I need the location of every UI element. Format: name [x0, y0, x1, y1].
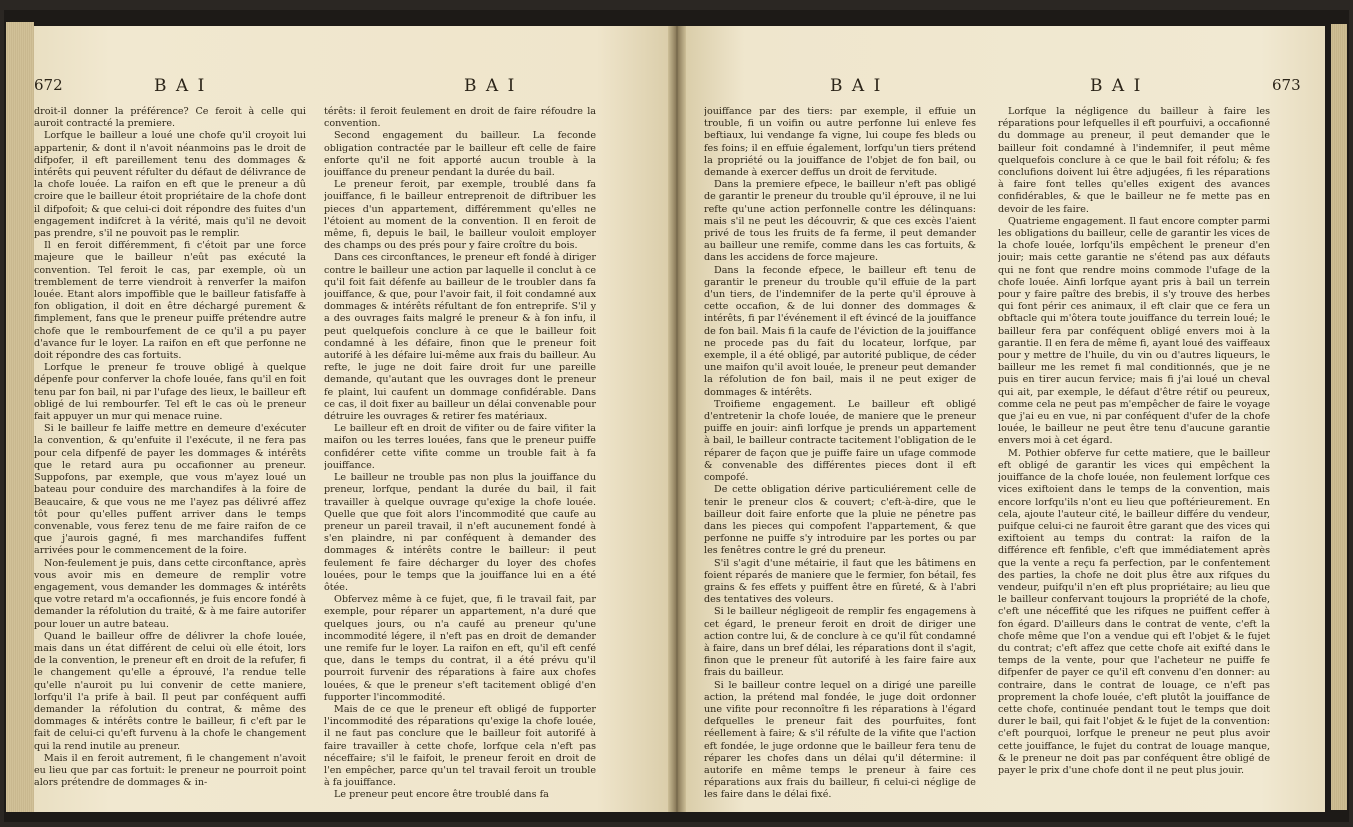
- paragraph: térêts: il feroit feulement en droit de faire réfoudre la convention.: [324, 106, 596, 130]
- paragraph: Quatrieme engagement. Il faut encore compter parmi les obligations du bailleur, celle de garantir les vices de la chofe louée, lorfqu'ils empêchent le preneur d'en jouir; mais cette garantie ne s'étend pas aux défauts qui ne font que rendre moins commode l'ufage de la chofe louée. Ainfi lorfque ayant pris à bail un terrein pour y faire paître des brebis, il s'y trouve des herbes qui font périr ces animaux, il eft clair que ce fera un obftacle qui m'ôtera toute jouiffance du terrein loué; le bailleur fera par conféquent obligé envers moi à la garantie. Il en fera de même fi, ayant loué des vaiffeaux pour y mettre de l'huile, du vin ou d'autres liqueurs, le bailleur me les remet fi mal conditionnés, que je ne puis en tirer aucun fervice; mais fi j'ai loué un cheval qui ait, par exemple, le défaut d'être rétif ou peureux, comme cela ne peut pas m'empêcher de faire le voyage que j'ai eu en vue, ni par conféquent d'ufer de la chofe louée, le bailleur ne peut être tenu d'aucune garantie envers moi à cet égard.: [998, 215, 1270, 447]
- running-head-right-col1: B A I: [830, 76, 883, 96]
- page-edges-right: [1331, 24, 1347, 810]
- book-gutter: [668, 26, 686, 812]
- paragraph: Si le bailleur fe laiffe mettre en demeure d'exécuter la convention, & qu'enfuite il l'exécute, il ne fera pas pour cela difpenfé de payer les dommages & intérêts que le retard aura pu occafionner au preneur. Suppofons, par exemple, que vous m'ayez loué un bateau pour conduire des marchandifes à la foire de Beaucaire, & que vous ne me l'ayez pas délivré affez tôt pour qu'elles puffent arriver dans le temps convenable, vous ferez tenu de me faire raifon de ce que j'aurois gagné, fi mes marchandifes fuffent arrivées pour le commencement de la foire.: [34, 423, 306, 557]
- right-page-column-2: [998, 106, 1270, 801]
- paragraph: Dans ces circonftances, le preneur eft fondé à diriger contre le bailleur une action par laquelle il conclut à ce qu'il foit fait défenfe au bailleur de le troubler dans fa jouiffance, & que, pour l'avoir fait, il foit condamné aux dommages & intérêts réfultant de fon entreprife. S'il y a des ouvrages faits malgré le preneur & à fon infu, il peut quelquefois conclure à ce que le bailleur foit condamné à les défaire, finon que le preneur foit autorifé à les défaire lui-même aux frais du bailleur. Au refte, le juge ne doit faire droit fur une pareille demande, qu'autant que les ouvrages dont le preneur fe plaint, lui caufent un dommage confidérable. Dans ce cas, il doit fixer au bailleur un délai convenable pour détruire les ouvrages & retirer fes matériaux.: [324, 252, 596, 423]
- running-head-left-col2: B A I: [464, 76, 517, 96]
- paragraph: Quand le bailleur offre de délivrer la chofe louée, mais dans un état différent de celui où elle étoit, lors de la convention, le preneur eft en droit de la refufer, fi le changement qu'elle a éprouvé, l'a rendue telle qu'elle n'auroit pu lui convenir de cette maniere, lorfqu'il l'a prife à bail. Il peut par conféquent auffi demander la réfolution du contrat, & même des dommages & intérêts contre le bailleur, fi c'eft par le fait de celui-ci qu'eft furvenu à la chofe le changement qui la rend inutile au preneur.: [34, 630, 306, 752]
- paragraph: Lorfque le preneur fe trouve obligé à quelque dépenfe pour conferver la chofe louée, fans qu'il en foit tenu par fon bail, ni par l'ufage des lieux, le bailleur eft obligé de lui rembourfer. Tel eft le cas où le preneur fait appuyer un mur qui menace ruine.: [34, 362, 306, 423]
- paragraph: Dans la feconde efpece, le bailleur eft tenu de garantir le preneur du trouble qu'il effuie de la part d'un tiers, de l'indemnifer de la perte qu'il éprouve à cette occafion, & de lui donner des dommages & intérêts, fi par l'événement il eft évincé de la jouiffance de fon bail. Mais fi la caufe de l'éviction de la jouiffance ne procede pas du fait du locateur, lorfque, par exemple, il a été obligé, par autorité publique, de céder une maifon qu'il avoit louée, le preneur peut demander la réfolution de fon bail, mais il ne peut exiger de dommages & intérêts.: [704, 264, 976, 398]
- running-head-right-col2: B A I: [1090, 76, 1143, 96]
- paragraph: Le bailleur ne trouble pas non plus la jouiffance du preneur, lorfque, pendant la durée du bail, il fait travailler à quelque ouvrage qu'exige la chofe louée. Quelle que que foit alors l'incommodité que caufe au preneur un pareil travail, il n'eft aucunement fondé à s'en plaindre, ni par conféquent à demander des dommages & intérêts contre le bailleur: il peut feulement fe faire décharger du loyer des chofes louées, pour le temps que la jouiffance lui en a été ôtée.: [324, 472, 596, 593]
- right-page-column-1: [704, 106, 976, 801]
- left-page: [34, 26, 674, 812]
- paragraph: S'il s'agit d'une métairie, il faut que les bâtimens en foient réparés de maniere que le fermier, fon bétail, fes grains & fes effets y puiffent être en fûreté, & à l'abri des tentatives des voleurs.: [704, 557, 976, 606]
- left-page-column-1: [34, 106, 306, 801]
- paragraph: Mais de ce que le preneur eft obligé de fupporter l'incommodité des réparations qu'exige la chofe louée, il ne faut pas conclure que le bailleur foit autorifé à faire travailler à cette chofe, lorfque cela n'eft pas néceffaire; s'il le faifoit, le preneur feroit en droit de l'en empêcher, parce qu'un tel travail feroit un trouble à fa jouiffance.: [324, 703, 596, 789]
- paragraph: De cette obligation dérive particuliérement celle de tenir le preneur clos & couvert; c'eft-à-dire, que le bailleur doit faire enforte que la pluie ne pénetre pas dans les pieces qui compofent l'appartement, & que perfonne ne puiffe s'y introduire par les portes ou par les fenêtres contre le gré du preneur.: [704, 484, 976, 557]
- paragraph: Le preneur peut encore être troublé dans fa: [334, 789, 549, 801]
- right-page: [680, 26, 1325, 812]
- page-edges-left: [6, 22, 34, 812]
- left-page-column-2: [324, 106, 596, 801]
- page-number-left: 672: [34, 76, 63, 94]
- paragraph: Le preneur feroit, par exemple, troublé dans fa jouiffance, fi le bailleur entreprenoit de diftribuer les pieces d'un appartement, différemment qu'elles ne l'étoient au moment de la convention. Il en feroit de même, fi, depuis le bail, le bailleur vouloit employer des champs ou des prés pour y faire croître du bois.: [324, 179, 596, 252]
- paragraph: Second engagement du bailleur. La feconde obligation contractée par le bailleur eft celle de faire enforte qu'il ne foit apporté aucun trouble à la jouiffance du preneur pendant la durée du bail.: [324, 130, 596, 179]
- paragraph: Lorfque la négligence du bailleur à faire les réparations pour lefquelles il eft pourfuivi, a occafionné du dommage au preneur, il peut demander que le bailleur foit condamné à l'indemnifer, il peut même quelquefois conclure à ce que le bail foit réfolu; & fes conclufions doivent lui être adjugées, fi les réparations à faire font telles qu'elles exigent des avances confidérables, & que le bailleur ne fe mette pas en devoir de les faire.: [998, 106, 1270, 215]
- paragraph: droit-il donner la préférence? Ce feroit à celle qui auroit contracté la premiere.: [34, 106, 306, 130]
- paragraph: M. Pothier obferve fur cette matiere, que le bailleur eft obligé de garantir les vices qui empêchent la jouiffance de la chofe louée, non feulement lorfque ces vices exiftoient dans le temps de la convention, mais encore lorfqu'ils n'ont eu lieu que poftérieurement. En cela, ajoute l'auteur cité, le bailleur différe du vendeur, puifque celui-ci ne fauroit être garant que des vices qui exiftoient au temps du contrat: la raifon de la différence eft fenfible, c'eft que immédiatement après que la vente a reçu fa perfection, par le confentement des parties, la chofe ne doit plus être aux rifques du vendeur, puifqu'il n'en eft plus propriétaire; au lieu que le bailleur confervant toujours la propriété de la chofe, c'eft une néceffité que les rifques ne puiffent ceffer à fon égard. D'ailleurs dans le contrat de vente, c'eft la chofe même que l'on a vendue qui eft l'objet & le fujet du contrat; c'eft affez que cette chofe ait exifté dans le temps de la vente, pour que l'acheteur ne puiffe fe difpenfer de payer ce qu'il eft convenu d'en donner: au contraire, dans le contrat de louage, ce n'eft pas proprement la chofe louée, c'eft plutôt la jouiffance de cette chofe, continuée pendant tout le temps que doit durer le bail, qui fait l'objet & le fujet de la convention: c'eft pourquoi, lorfque le preneur ne peut plus avoir cette jouiffance, le fujet du contrat de louage manque, & le preneur ne doit pas par conféquent être obligé de payer le prix d'une chofe dont il ne peut plus jouir.: [998, 447, 1270, 776]
- paragraph: Si le bailleur contre lequel on a dirigé une pareille action, la prétend mal fondée, le juge doit ordonner une vifite pour reconnoître fi les réparations à l'égard defquelles le preneur fait des pourfuites, font réellement à faire; & s'il réfulte de la vifite que l'action eft fondée, le juge ordonne que le bailleur fera tenu de réparer les chofes dans un délai qu'il détermine: il autorife en même temps le preneur à faire ces réparations aux frais du bailleur, fi celui-ci néglige de les faire dans le délai fixé.: [704, 679, 976, 801]
- paragraph: Lorfque le bailleur a loué une chofe qu'il croyoit lui appartenir, & dont il n'avoit néanmoins pas le droit de difpofer, il eft pareillement tenu des dommages & intérêts qui peuvent réfulter du défaut de délivrance de la chofe louée. La raifon en eft que le preneur a dû croire que le bailleur étoit propriétaire de la chofe dont il difpofoit; & que celui-ci doit répondre des fuites d'un engagement indifcret à la vérité, mais qu'il ne devoit pas prendre, s'il ne pouvoit pas le remplir.: [34, 130, 306, 240]
- paragraph: Dans la premiere efpece, le bailleur n'eft pas obligé de garantir le preneur du trouble qu'il éprouve, il ne lui refte qu'une action perfonnelle contre les délinquans: mais s'il ne peut les découvrir, & que ces excès l'aient privé de tous les fruits de fa ferme, il peut demander au bailleur une remife, comme dans les cas fortuits, & dans les accidens de force majeure.: [704, 179, 976, 264]
- paragraph: Le bailleur eft en droit de vifiter ou de faire vifiter la maifon ou les terres louées, fans que le preneur puiffe confidérer cette vifite comme un trouble fait à fa jouiffance.: [324, 423, 596, 471]
- page-number-right: 673: [1272, 76, 1301, 94]
- paragraph: jouiffance par des tiers: par exemple, il effuie un trouble, fi un voifin ou autre perfonne lui enleve fes beftiaux, lui vendange fa vigne, lui coupe fes bleds ou fes foins; il en effuie également, lorfqu'un tiers prétend la propriété ou la jouiffance de l'objet de fon bail, ou demande à exercer deffus un droit de fervitude.: [704, 106, 976, 179]
- paragraph: Mais il en feroit autrement, fi le changement n'avoit eu lieu que par cas fortuit: le preneur ne pourroit point alors prétendre de dommages & in-: [34, 752, 306, 789]
- paragraph: Troifieme engagement. Le bailleur eft obligé d'entretenir la chofe louée, de maniere que le preneur puiffe en jouir: ainfi lorfque je prends un appartement à bail, le bailleur contracte tacitement l'obligation de le réparer de façon que je puiffe faire un ufage commode & convenable des différentes pieces dont il eft compofé.: [704, 398, 976, 484]
- running-head-left-col1: B A I: [154, 76, 207, 96]
- paragraph: Obfervez même à ce fujet, que, fi le travail fait, par exemple, pour réparer un appartement, n'a duré que quelques jours, ou n'a caufé au preneur qu'une incommodité légere, il n'eft pas en droit de demander une remife fur le loyer. La raifon en eft, qu'il eft cenfé que, dans le temps du contrat, il a été prévu qu'il pourroit furvenir des réparations à faire aux chofes louées, & que le preneur s'eft tacitement obligé d'en fupporter l'incommodité.: [324, 594, 596, 703]
- paragraph: Il en feroit différemment, fi c'étoit par une force majeure que le bailleur n'eût pas exécuté la convention. Tel feroit le cas, par exemple, où un tremblement de terre viendroit à renverfer la maifon louée. Etant alors impoffible que le bailleur fatisfaffe à fon obligation, il doit en être déchargé purement & fimplement, fans que le preneur puiffe prétendre autre chofe que le rembourfement de ce qu'il a pu payer d'avance fur le loyer. La raifon en eft que perfonne ne doit répondre des cas fortuits.: [34, 240, 306, 362]
- paragraph: Non-feulement je puis, dans cette circonftance, après vous avoir mis en demeure de remplir votre engagement, vous demander les dommages & intérêts que votre retard m'a occafionnés, je fuis encore fondé à demander la réfolution du traité, & à me faire autorifer pour louer un autre bateau.: [34, 557, 306, 630]
- paragraph: Si le bailleur négligeoit de remplir fes engagemens à cet égard, le preneur feroit en droit de diriger une action contre lui, & de conclure à ce qu'il fût condamné à faire, dans un bref délai, les réparations dont il s'agit, finon que le preneur fût autorifé à les faire faire aux frais du bailleur.: [704, 606, 976, 679]
